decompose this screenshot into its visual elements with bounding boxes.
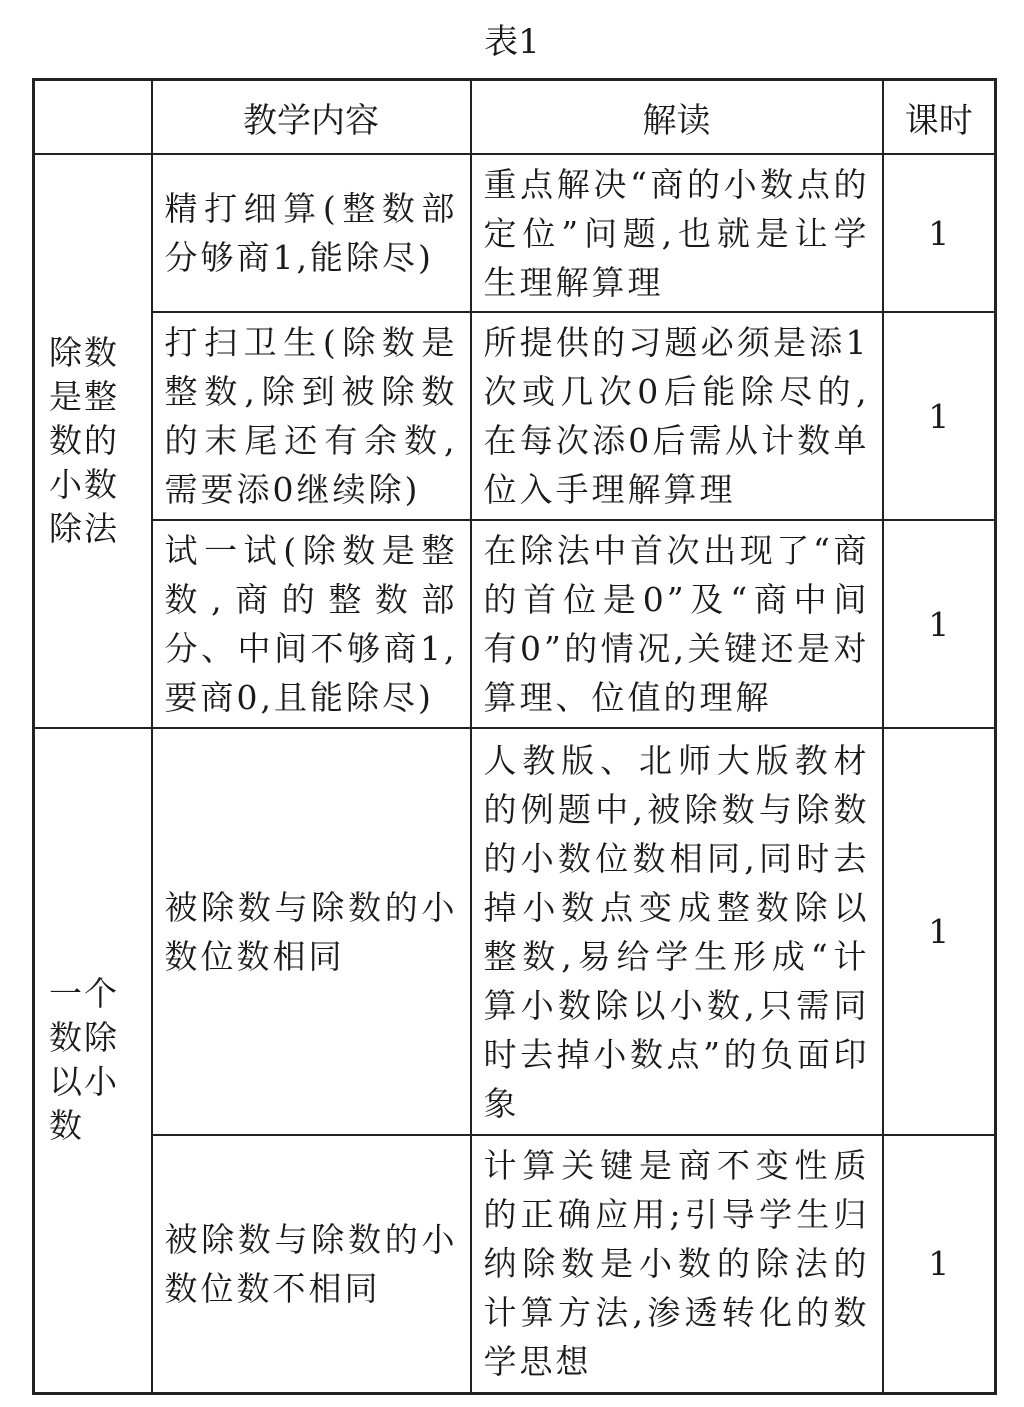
hours-cell: 1 <box>883 312 996 520</box>
header-content: 教学内容 <box>152 80 471 155</box>
hours-cell: 1 <box>883 154 996 312</box>
table-row <box>34 728 996 1135</box>
hours-cell: 1 <box>883 1135 996 1393</box>
content-cell: 被除数与除数的小数位数不相同 <box>152 1135 471 1393</box>
content-cell: 被除数与除数的小数位数相同 <box>152 728 471 1135</box>
hours-cell: 1 <box>883 728 996 1135</box>
table-row <box>34 154 996 312</box>
header-hours: 课时 <box>883 80 996 155</box>
interpretation-cell: 在除法中首次出现了“商的首位是0”及“商中间有0”的情况,关键还是对算理、位值的理解 <box>471 520 883 728</box>
content-cell: 试一试(除数是整数,商的整数部分、中间不够商1,要商0,且能除尽) <box>152 520 471 728</box>
group-label: 一个数除以小数 <box>34 728 152 1393</box>
interpretation-cell: 所提供的习题必须是添1次或几次0后能除尽的,在每次添0后需从计数单位入手理解算理 <box>471 312 883 520</box>
header-row <box>34 80 996 155</box>
interpretation-cell: 计算关键是商不变性质的正确应用;引导学生归纳除数是小数的除法的计算方法,渗透转化的数学思想 <box>471 1135 883 1393</box>
hours-cell: 1 <box>883 520 996 728</box>
interpretation-cell: 人教版、北师大版教材的例题中,被除数与除数的小数位数相同,同时去掉小数点变成整数除以整数,易给学生形成“计算小数除以小数,只需同时去掉小数点”的负面印象 <box>471 728 883 1135</box>
table-row <box>34 312 996 520</box>
group-label: 除数是整数的小数除法 <box>34 154 152 728</box>
table-caption: 表1 <box>484 22 540 62</box>
content-cell: 精打细算(整数部分够商1,能除尽) <box>152 154 471 312</box>
header-group <box>34 80 152 155</box>
content-cell: 打扫卫生(除数是整数,除到被除数的末尾还有余数,需要添0继续除) <box>152 312 471 520</box>
table-row <box>34 1135 996 1393</box>
header-interpretation: 解读 <box>471 80 883 155</box>
interpretation-cell: 重点解决“商的小数点的定位”问题,也就是让学生理解算理 <box>471 154 883 312</box>
table-row <box>34 520 996 728</box>
lesson-table <box>32 78 997 1395</box>
